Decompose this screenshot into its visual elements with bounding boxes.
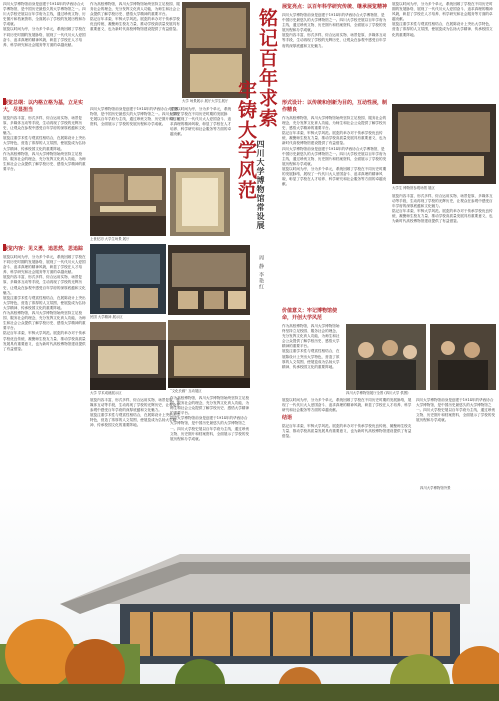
photo-caption: “文化长廊” 互动展区 [170, 389, 202, 393]
column-1c [3, 244, 86, 476]
photo-exhibit-hall [90, 168, 166, 236]
column-1b [3, 98, 86, 244]
column-4d [282, 398, 412, 482]
photo-caption: 四川大学博物馆展厅全景 (四川大学 供图) [346, 391, 409, 395]
paragraph: 作为高校博物馆，四川大学博物馆始终坚持立足校园、服务社会的理念，充分发挥文化育人功能，为师生和社会公众提供了解学校历史、感悟大学精神的重要平台。 [3, 151, 86, 171]
paragraph: 展览注重学术性与观赏性相结合，在展陈设计上突出大学特色，营造了浓厚的人文氛围，使展览成为弘扬大学精神、传承校园文化的重要阵地。 [3, 295, 86, 310]
photo-museum-building [0, 484, 499, 701]
paragraph: 展览以时间为序，分为多个单元，系统回顾了学校在不同历史时期的发展脉络，展现了一代代川大人爱国奋斗、追求真理的精神风貌，彰显了学校在人才培养、科学研究和社会服务等方面的卓越贡献。 [282, 398, 412, 413]
paragraph: 四川大学博物馆前身是创建于1914年的华西协合大学博物馆，是中国历史最悠久的大学博物馆之一。四川大学校史展以百年学府为主线，通过珍贵文物、历史图片和档案资料，全面展示了学校的发展历程和办学成就。 [170, 416, 250, 441]
paragraph: 作为高校博物馆，四川大学博物馆始终坚持立足校园、服务社会的理念，充分发挥文化育人功能，为师生和社会公众提供了解学校历史、感悟大学精神的重要平台。 [282, 324, 340, 349]
paragraph: 展览内容丰富，形式多样，综合运用实物、场景复原、多媒体互动等手段，生动再现了学校的光辉历史，让观众在参观中感受百年学府的深厚底蕴和文化魅力。 [90, 398, 180, 413]
column-5b [392, 194, 496, 306]
photo-caption: 大学生 博物馆参观场景 展区 [392, 186, 435, 190]
photo-caption: 大学 学术成就展示区 [90, 391, 122, 395]
paragraph: 铭记百年求索，牢铸大学风范。展览的举办对于传承学校优良传统、凝聚师生校友力量、推动学校高质量发展具有重要意义，也为新时代高校博物馆建设提供了有益借鉴。 [90, 17, 180, 32]
column-1 [3, 2, 86, 98]
column-5c [416, 398, 496, 482]
photo-large-hall [168, 245, 250, 315]
paragraph: 展览注重学术性与观赏性相结合，在展陈设计上突出大学特色，营造了浓厚的人文氛围，使展览成为弘扬大学精神、传承校园文化的重要阵地。 [392, 22, 493, 37]
paragraph: 四川大学博物馆前身是创建于1914年的华西协合大学博物馆，是中国历史最悠久的大学博物馆之一。四川大学校史展以百年学府为主线，通过珍贵文物、历史图片和档案资料，全面展示了学校的发展历程和办学成就。 [90, 107, 180, 127]
paragraph: 展览内容丰富，形式多样，综合运用实物、场景复原、多媒体互动等手段，生动再现了学校的光辉历史，让观众在参观中感受百年学府的深厚底蕴和文化魅力。 [3, 275, 86, 295]
paragraph: 作为高校博物馆，四川大学博物馆始终坚持立足校园、服务社会的理念，充分发挥文化育人功能，为师生和社会公众提供了解学校历史、感悟大学精神的重要平台。 [90, 2, 180, 17]
column-3b [170, 396, 250, 480]
photo-cultural-corridor [168, 320, 250, 388]
photo-caption: 民国 大学精神 展示区 [90, 315, 123, 319]
paragraph: 展览以时间为序，分为多个单元，系统回顾了学校在不同历史时期的发展脉络，展现了一代代川大人爱国奋斗、追求真理的精神风貌，彰显了学校在人才培养、科学研究和社会服务等方面的卓越贡献。 [282, 166, 387, 187]
paragraph: 展览注重学术性与观赏性相结合，在展陈设计上突出大学特色，营造了浓厚的人文氛围，使展览成为弘扬大学精神、传承校园文化的重要阵地。 [3, 136, 86, 151]
section-heading: 展览总纲：以内格立格为基，立足实大，尽显担当 [3, 100, 84, 113]
paragraph: 展览以时间为序，分为多个单元，系统回顾了学校在不同历史时期的发展脉络，展现了一代代川大人爱国奋斗、追求真理的精神风貌，彰显了学校在人才培养、科学研究和社会服务等方面的卓越贡献。 [392, 2, 493, 22]
photo-gallery-3 [90, 322, 166, 390]
column-4b [282, 98, 388, 306]
column-2c [90, 398, 180, 480]
paragraph: 四川大学博物馆前身是创建于1914年的华西协合大学博物馆，是中国历史最悠久的大学博物馆之一。四川大学校史展以百年学府为主线，通过珍贵文物、历史图片和档案资料，全面展示了学校的发展历程和办学成就。 [282, 13, 387, 33]
paragraph: 展览内容丰富，形式多样，综合运用实物、场景复原、多媒体互动等手段，生动再现了学校的光辉历史，让观众在参观中感受百年学府的深厚底蕴和文化魅力。 [3, 116, 86, 136]
paragraph: 展览内容丰富，形式多样，综合运用实物、场景复原、多媒体互动等手段，生动再现了学校的光辉历史，让观众在参观中感受百年学府的深厚底蕴和文化魅力。 [282, 33, 387, 48]
column-5 [392, 2, 496, 97]
column-3 [170, 107, 232, 165]
photo-caption: 上世纪初 大学生场景 展厅 [90, 237, 130, 241]
section-heading: 展览亮点：以百年科学研究传统、继承展览精神 [282, 4, 388, 10]
paragraph: 作为高校博物馆，四川大学博物馆始终坚持立足校园、服务社会的理念，充分发挥文化育人功能，为师生和社会公众提供了解学校历史、感悟大学精神的重要平台。 [170, 396, 250, 416]
paragraph: 展览以时间为序，分为多个单元，系统回顾了学校在不同历史时期的发展脉络，展现了一代代川大人爱国奋斗、追求真理的精神风貌，彰显了学校在人才培养、科学研究和社会服务等方面的卓越贡献。 [3, 27, 86, 47]
column-2 [90, 2, 180, 102]
paragraph: 展览注重学术性与观赏性相结合，在展陈设计上突出大学特色，营造了浓厚的人文氛围，使展览成为弘扬大学精神、传承校园文化的重要阵地。 [282, 349, 340, 369]
paragraph: 铭记百年求索，牢铸大学风范。展览的举办对于传承学校优良传统、凝聚师生校友力量、推动学校高质量发展具有重要意义，也为新时代高校博物馆建设提供了有益借鉴。 [282, 131, 387, 146]
column-2b [90, 107, 180, 167]
paragraph: 四川大学博物馆前身是创建于1914年的华西协合大学博物馆，是中国历史最悠久的大学博物馆之一。四川大学校史展以百年学府为主线，通过珍贵文物、历史图片和档案资料，全面展示了学校的发展历程和办学成就。 [282, 146, 387, 166]
paragraph: 铭记百年求索，牢铸大学风范。展览的举办对于传承学校优良传统、凝聚师生校友力量、推动学校高质量发展具有重要意义，也为新时代高校博物馆建设提供了有益借鉴。 [282, 424, 412, 439]
column-4 [282, 2, 388, 97]
photo-visitors-1 [346, 324, 426, 390]
photo-gallery-2 [90, 244, 166, 314]
section-heading: 展览内容：见义勇，追思然，思追踪 [3, 246, 84, 252]
paragraph: 铭记百年求索，牢铸大学风范。展览的举办对于传承学校优良传统、凝聚师生校友力量、推动学校高质量发展具有重要意义，也为新时代高校博物馆建设提供了有益借鉴。 [3, 331, 86, 351]
author: 周 静 李艳红 [258, 255, 264, 291]
subtitle: 四川大学博物馆常设展 [256, 140, 266, 230]
photo-exhibit-right [392, 104, 496, 184]
photo-caption: 四川大学博物馆外景 [420, 486, 451, 490]
paragraph: 四川大学博物馆前身是创建于1914年的华西协合大学博物馆，是中国历史最悠久的大学博物馆之一。四川大学校史展以百年学府为主线，通过珍贵文物、历史图片和档案资料，全面展示了学校的发展历程和办学成就。 [416, 398, 496, 423]
paragraph: 作为高校博物馆，四川大学博物馆始终坚持立足校园、服务社会的理念，充分发挥文化育人功能，为师生和社会公众提供了解学校历史、感悟大学精神的重要平台。 [282, 116, 387, 131]
paragraph: 铭记百年求索，牢铸大学风范。展览的举办对于传承学校优良传统、凝聚师生校友力量、推动学校高质量发展具有重要意义，也为新时代高校博物馆建设提供了有益借鉴。 [392, 209, 493, 224]
photo-long-corridor [170, 168, 230, 236]
paragraph: 四川大学博物馆前身是创建于1914年的华西协合大学博物馆，是中国历史最悠久的大学博物馆之一。四川大学校史展以百年学府为主线，通过珍贵文物、历史图片和档案资料，全面展示了学校的发展历程和办学成就。 [3, 2, 86, 27]
section-heading: 形式设计：以传统和创新为目的，互动性展，制作精良 [282, 100, 388, 113]
paragraph: 作为高校博物馆，四川大学博物馆始终坚持立足校园、服务社会的理念，充分发挥文化育人功能，为师生和社会公众提供了解学校历史、感悟大学精神的重要平台。 [3, 311, 86, 331]
paragraph: 展览以时间为序，分为多个单元，系统回顾了学校在不同历史时期的发展脉络，展现了一代代川大人爱国奋斗、追求真理的精神风貌，彰显了学校在人才培养、科学研究和社会服务等方面的卓越贡献。 [170, 107, 232, 137]
photo-visitors-2 [430, 324, 496, 390]
photo-caption: 大学 场景展示 展厅大学生展厅 [182, 99, 229, 103]
paragraph: 展览内容丰富，形式多样，综合运用实物、场景复原、多媒体互动等手段，生动再现了学校的光辉历史，让观众在参观中感受百年学府的深厚底蕴和文化魅力。 [392, 194, 493, 209]
paragraph: 展览注重学术性与观赏性相结合，在展陈设计上突出大学特色，营造了浓厚的人文氛围，使展览成为弘扬大学精神、传承校园文化的重要阵地。 [90, 413, 180, 428]
section-heading: 结语 [282, 415, 293, 422]
main-title-1: 铭记百年求索 [256, 8, 278, 128]
paragraph: 展览以时间为序，分为多个单元，系统回顾了学校在不同历史时期的发展脉络，展现了一代代川大人爱国奋斗、追求真理的精神风貌，彰显了学校在人才培养、科学研究和社会服务等方面的卓越贡献。 [3, 255, 86, 275]
section-heading: 价值意义：牢记博物馆使命，开创大学风范 [282, 308, 338, 321]
main-title-2: 牢铸大学风范 [235, 80, 257, 200]
